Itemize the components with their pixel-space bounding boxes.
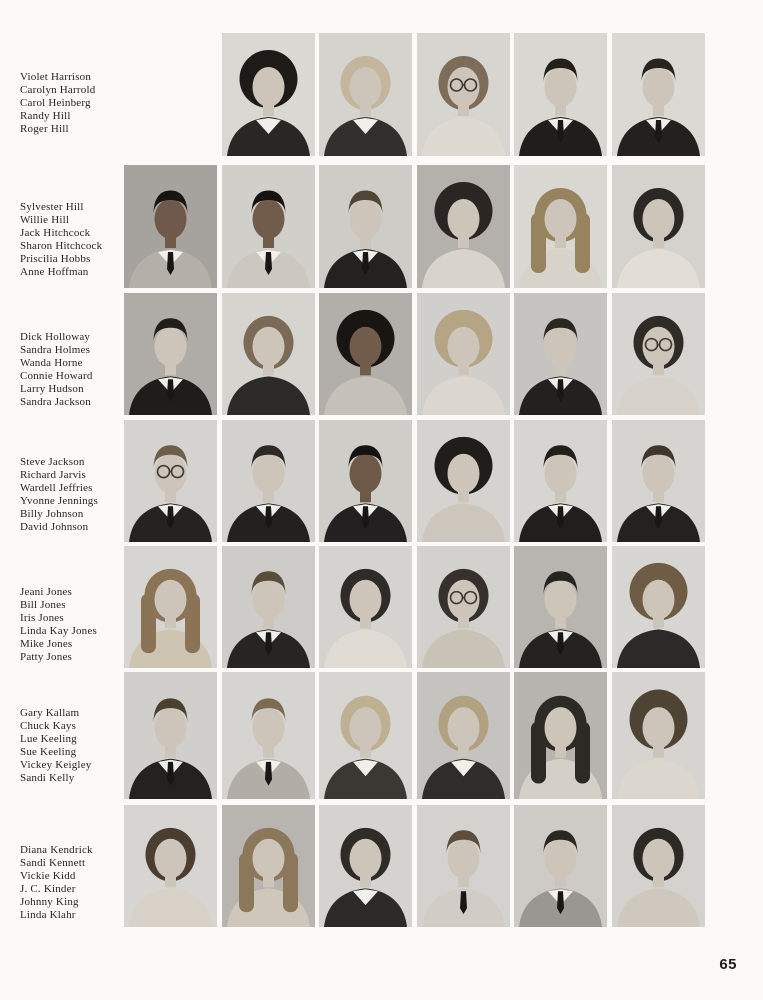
portrait-silhouette [514,165,607,288]
portrait-photo [417,420,510,542]
portrait-silhouette [124,546,217,668]
portrait-silhouette [124,420,217,542]
portrait-silhouette [222,33,315,156]
portrait-silhouette [124,805,217,927]
student-name: Chuck Kays [20,720,77,732]
portrait-silhouette [612,805,705,927]
portrait-silhouette [612,33,705,156]
student-name: Violet Harrison [20,71,92,83]
portrait-silhouette [417,805,510,927]
portrait-silhouette [222,672,315,799]
student-name: Wanda Horne [20,357,83,369]
portrait-silhouette [319,165,412,288]
student-name: Anne Hoffman [20,266,89,278]
portrait-photo [222,293,315,415]
portrait-photo [319,546,412,668]
portrait-photo [319,805,412,927]
portrait-silhouette [417,165,510,288]
portrait-silhouette [514,33,607,156]
student-name: Mike Jones [20,638,73,650]
student-name: Larry Hudson [20,383,84,395]
student-name: Vickie Kidd [20,870,76,882]
portrait-photo [514,672,607,799]
portrait-photo [417,805,510,927]
portrait-photo [514,165,607,288]
portrait-photo [514,805,607,927]
portrait-silhouette [514,546,607,668]
student-name: Jack Hitchcock [20,227,91,239]
student-name: Carolyn Harrold [20,84,96,96]
portrait-silhouette [514,672,607,799]
portrait-photo [319,293,412,415]
student-name: Iris Jones [20,612,64,624]
portrait-photo [124,165,217,288]
portrait-silhouette [124,672,217,799]
portrait-photo [612,165,705,288]
portrait-silhouette [319,420,412,542]
portrait-silhouette [319,672,412,799]
portrait-photo [222,805,315,927]
student-name: Linda Klahr [20,909,76,921]
portrait-silhouette [319,805,412,927]
student-name: Diana Kendrick [20,844,93,856]
student-name: Connie Howard [20,370,93,382]
portrait-photo [612,293,705,415]
portrait-photo [612,672,705,799]
portrait-photo [514,33,607,156]
portrait-silhouette [514,805,607,927]
portrait-silhouette [319,546,412,668]
portrait-silhouette [222,293,315,415]
portrait-silhouette [222,165,315,288]
portrait-photo [514,293,607,415]
portrait-photo [222,33,315,156]
student-name: Roger Hill [20,123,69,135]
portrait-photo [514,420,607,542]
student-name: Willie Hill [20,214,70,226]
portrait-photo [124,546,217,668]
portrait-photo [124,805,217,927]
portrait-silhouette [612,165,705,288]
portrait-silhouette [124,165,217,288]
student-name: Linda Kay Jones [20,625,97,637]
student-name: Jeani Jones [20,586,72,598]
page-number: 65 [719,956,737,973]
student-name: Lue Keeling [20,733,77,745]
portrait-photo [124,293,217,415]
student-name: Sylvester Hill [20,201,84,213]
portrait-photo [417,33,510,156]
student-name: David Johnson [20,521,89,533]
portrait-silhouette [612,672,705,799]
student-name: Patty Jones [20,651,73,663]
student-name: Yvonne Jennings [20,495,98,507]
portrait-silhouette [417,672,510,799]
portrait-photo [222,546,315,668]
portrait-silhouette [514,293,607,415]
student-name: Sue Keeling [20,746,77,758]
portrait-photo [124,672,217,799]
portrait-photo [319,672,412,799]
portrait-silhouette [417,293,510,415]
portrait-photo [124,420,217,542]
student-name: Sharon Hitchcock [20,240,103,252]
portrait-silhouette [612,546,705,668]
portrait-silhouette [417,33,510,156]
student-name: Johnny King [20,896,79,908]
portrait-silhouette [222,546,315,668]
student-name: Sandi Kelly [20,772,75,784]
portrait-silhouette [319,293,412,415]
student-name: Vickey Keigley [20,759,92,771]
student-name: J. C. Kinder [20,883,76,895]
portrait-silhouette [222,805,315,927]
student-name: Sandra Holmes [20,344,91,356]
portrait-photo [417,546,510,668]
student-name: Priscilia Hobbs [20,253,91,265]
portrait-photo [319,420,412,542]
portrait-photo [417,672,510,799]
portrait-photo [417,293,510,415]
portrait-silhouette [612,420,705,542]
student-name: Sandra Jackson [20,396,91,408]
student-name: Billy Johnson [20,508,84,520]
portrait-photo [319,165,412,288]
portrait-photo [319,33,412,156]
portrait-silhouette [124,293,217,415]
portrait-photo [514,546,607,668]
student-name: Sandi Kennett [20,857,86,869]
portrait-silhouette [222,420,315,542]
student-name: Steve Jackson [20,456,85,468]
portrait-silhouette [319,33,412,156]
portrait-photo [222,165,315,288]
student-name: Gary Kallam [20,707,80,719]
student-name: Randy Hill [20,110,71,122]
portrait-silhouette [612,293,705,415]
portrait-silhouette [514,420,607,542]
portrait-photo [612,420,705,542]
portrait-photo [612,33,705,156]
portrait-silhouette [417,420,510,542]
student-name: Richard Jarvis [20,469,87,481]
student-name: Dick Holloway [20,331,91,343]
portrait-photo [612,546,705,668]
portrait-silhouette [417,546,510,668]
portrait-photo [612,805,705,927]
portrait-photo [222,420,315,542]
student-name: Wardell Jeffries [20,482,93,494]
student-name: Carol Heinberg [20,97,91,109]
portrait-photo [222,672,315,799]
student-name: Bill Jones [20,599,66,611]
portrait-photo [417,165,510,288]
